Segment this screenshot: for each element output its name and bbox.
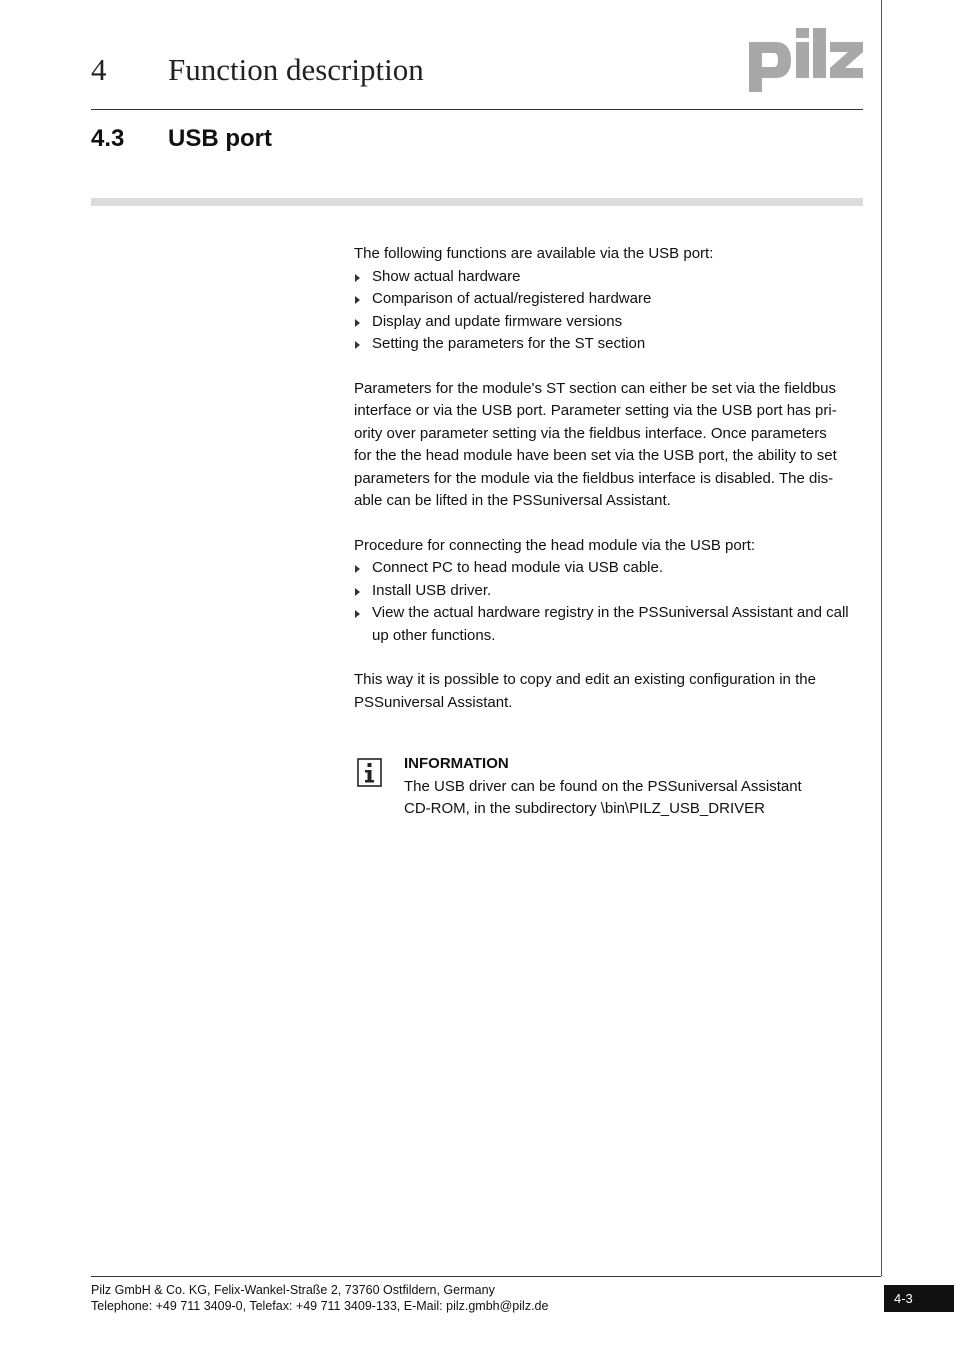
list-item: Connect PC to head module via USB cable. [354, 557, 866, 580]
page-number: 4-3 [884, 1285, 954, 1312]
list-item: Show actual hardware [354, 266, 866, 289]
bullet-triangle-icon [355, 565, 360, 573]
parameters-paragraph [354, 378, 866, 513]
paragraph-line: PSSuniversal Assistant. [354, 693, 513, 711]
information-text [404, 753, 864, 821]
information-line: CD-ROM, in the subdirectory \bin\PILZ_USB_DRIVER [404, 800, 765, 817]
chapter-number: 4 [91, 52, 107, 87]
bullet-triangle-icon [355, 588, 360, 596]
section-divider-bar [91, 198, 863, 206]
paragraph-line: interface or via the USB port. Parameter setting via the USB port has pri- [354, 402, 837, 419]
right-margin-rule [881, 0, 882, 1276]
footer-rule [91, 1276, 881, 1277]
intro-paragraph: The following functions are available via the USB port: [354, 245, 714, 262]
paragraph-line: for the the head module have been set via the USB port, the ability to set [354, 447, 837, 464]
bullet-triangle-icon [355, 341, 360, 349]
information-line: The USB driver can be found on the PSSuniversal Assistant [404, 777, 802, 795]
paragraph-line: Parameters for the module's ST section can either be set via the fieldbus [354, 379, 837, 397]
list-item: Comparison of actual/registered hardware [354, 288, 866, 311]
footer-address: Pilz GmbH & Co. KG, Felix-Wankel-Straße 2, 73760 Ostfildern, Germany [91, 1283, 495, 1297]
chapter-title: Function description [168, 52, 424, 87]
list-item: Setting the parameters for the ST section [354, 333, 866, 356]
footer-contact: Telephone: +49 711 3409-0, Telefax: +49 711 3409-133, E-Mail: pilz.gmbh@pilz.de [91, 1299, 549, 1313]
information-title: INFORMATION [404, 755, 509, 772]
procedure-steps [354, 557, 866, 647]
list-item: Install USB driver. [354, 580, 866, 603]
main-content [354, 243, 866, 714]
paragraph-line: This way it is possible to copy and edit an existing configuration in the [354, 671, 816, 688]
bullet-triangle-icon [355, 274, 360, 282]
paragraph-line: able can be lifted in the PSSuniversal Assistant. [354, 492, 671, 509]
bullet-triangle-icon [355, 610, 360, 618]
closing-paragraph [354, 669, 866, 714]
header-rule [91, 109, 863, 110]
footer [91, 1282, 548, 1314]
procedure-intro: Procedure for connecting the head module via the USB port: [354, 536, 756, 554]
section-title: USB port [168, 125, 272, 152]
information-icon [357, 758, 382, 787]
bullet-triangle-icon [355, 296, 360, 304]
list-item: View the actual hardware registry in the PSSuniversal Assistant and call up other functions. [354, 602, 866, 647]
pilz-logo [746, 24, 866, 96]
paragraph-line: ority over parameter setting via the fieldbus interface. Once parameters [354, 424, 827, 442]
paragraph-line: parameters for the module via the fieldbus interface is disabled. The dis- [354, 469, 834, 487]
function-list [354, 266, 866, 356]
bullet-triangle-icon [355, 319, 360, 327]
section-number: 4.3 [91, 125, 125, 152]
list-item: Display and update firmware versions [354, 311, 866, 334]
